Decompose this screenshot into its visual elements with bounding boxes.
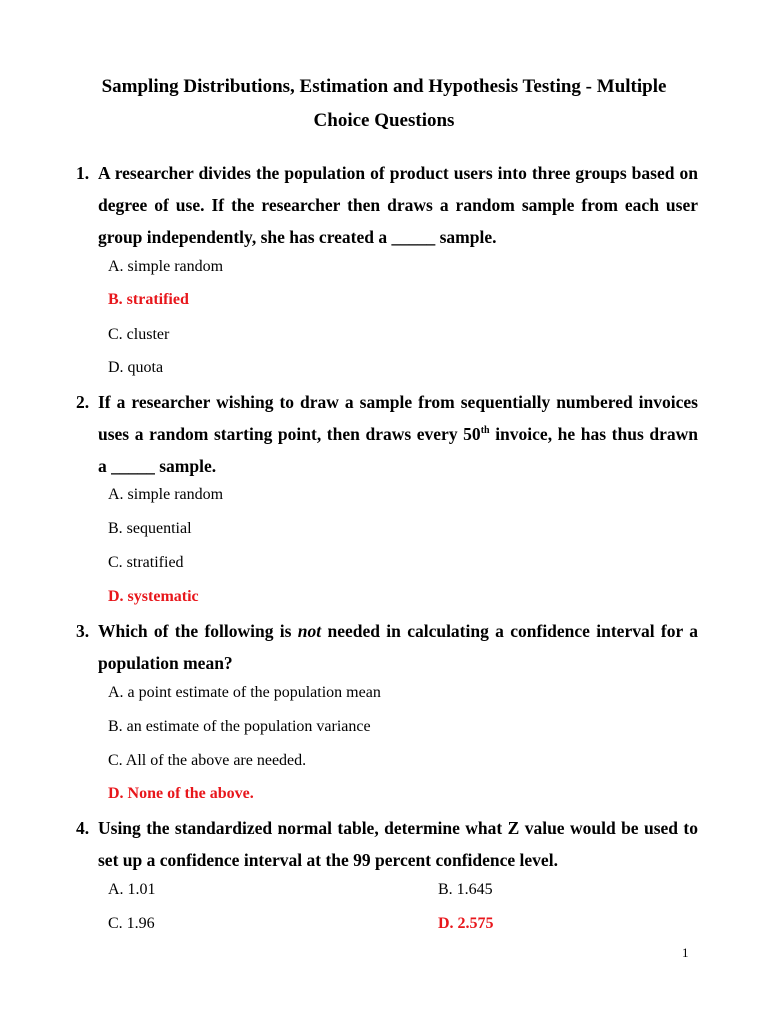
question-2-text-2b: invoice, he has thus drawn	[489, 424, 698, 444]
question-1-text-3: group independently, she has created a _____ sample.	[98, 227, 497, 247]
question-1-text-1: A researcher divides the population of product users into three groups based on	[98, 163, 698, 183]
question-3-text-2: population mean?	[98, 653, 233, 673]
question-3	[76, 615, 698, 679]
question-2-line-3	[76, 450, 698, 482]
question-1	[76, 157, 698, 253]
question-4-option-d: D. 2.575	[438, 915, 494, 932]
question-2-option-a: A. simple random	[108, 486, 224, 503]
question-2-line-1	[76, 386, 698, 418]
question-3-option-a: A. a point estimate of the population mean	[108, 684, 381, 701]
title-line-1: Sampling Distributions, Estimation and Hypothesis Testing - Multiple	[101, 76, 667, 97]
question-1-option-a: A. simple random	[108, 258, 224, 275]
question-4	[76, 812, 698, 876]
question-3-option-c: C. All of the above are needed.	[108, 752, 307, 769]
question-2-text-1: If a researcher wishing to draw a sample from sequentially numbered invoices	[98, 392, 698, 412]
question-2-option-b: B. sequential	[108, 520, 192, 537]
question-2-number: 2.	[76, 392, 90, 412]
question-3-line-1	[76, 615, 698, 647]
question-3-option-b: B. an estimate of the population variance	[108, 718, 371, 735]
question-3-text-1a: Which of the following is	[98, 621, 298, 641]
question-3-number: 3.	[76, 621, 90, 641]
page-number: 1	[682, 945, 689, 960]
question-4-option-c: C. 1.96	[108, 915, 155, 932]
question-4-number: 4.	[76, 818, 90, 838]
question-2-text-2a: uses a random starting point, then draws every 50	[98, 424, 481, 444]
question-1-line-3	[76, 221, 698, 253]
question-4-option-a: A. 1.01	[108, 881, 156, 898]
question-3-option-d: D. None of the above.	[108, 785, 254, 802]
question-1-option-b: B. stratified	[108, 291, 189, 308]
question-3-text-1b: needed in calculating a confidence interval for a	[321, 621, 698, 641]
question-2	[76, 386, 698, 482]
question-1-line-2	[76, 189, 698, 221]
question-1-text-2: degree of use. If the researcher then draws a random sample from each user	[98, 195, 698, 215]
emphasis-not: not	[297, 621, 322, 641]
question-1-option-d: D. quota	[108, 359, 164, 376]
question-4-text-2: set up a confidence interval at the 99 percent confidence level.	[98, 850, 558, 870]
question-2-line-2	[76, 418, 698, 450]
question-4-line-1	[76, 812, 698, 844]
title-line-2: Choice Questions	[313, 110, 455, 131]
question-2-option-d: D. systematic	[108, 588, 199, 605]
page-title	[70, 70, 698, 138]
question-1-option-c: C. cluster	[108, 326, 170, 343]
question-1-line-1	[76, 157, 698, 189]
question-1-number: 1.	[76, 163, 90, 183]
question-2-text-3: a _____ sample.	[98, 456, 217, 476]
question-3-line-2	[76, 647, 698, 679]
question-4-line-2	[76, 844, 698, 876]
question-2-option-c: C. stratified	[108, 554, 184, 571]
ordinal-suffix: th	[480, 425, 490, 437]
question-4-text-1: Using the standardized normal table, determine what Z value would be used to	[98, 818, 698, 838]
question-4-option-b: B. 1.645	[438, 881, 493, 898]
